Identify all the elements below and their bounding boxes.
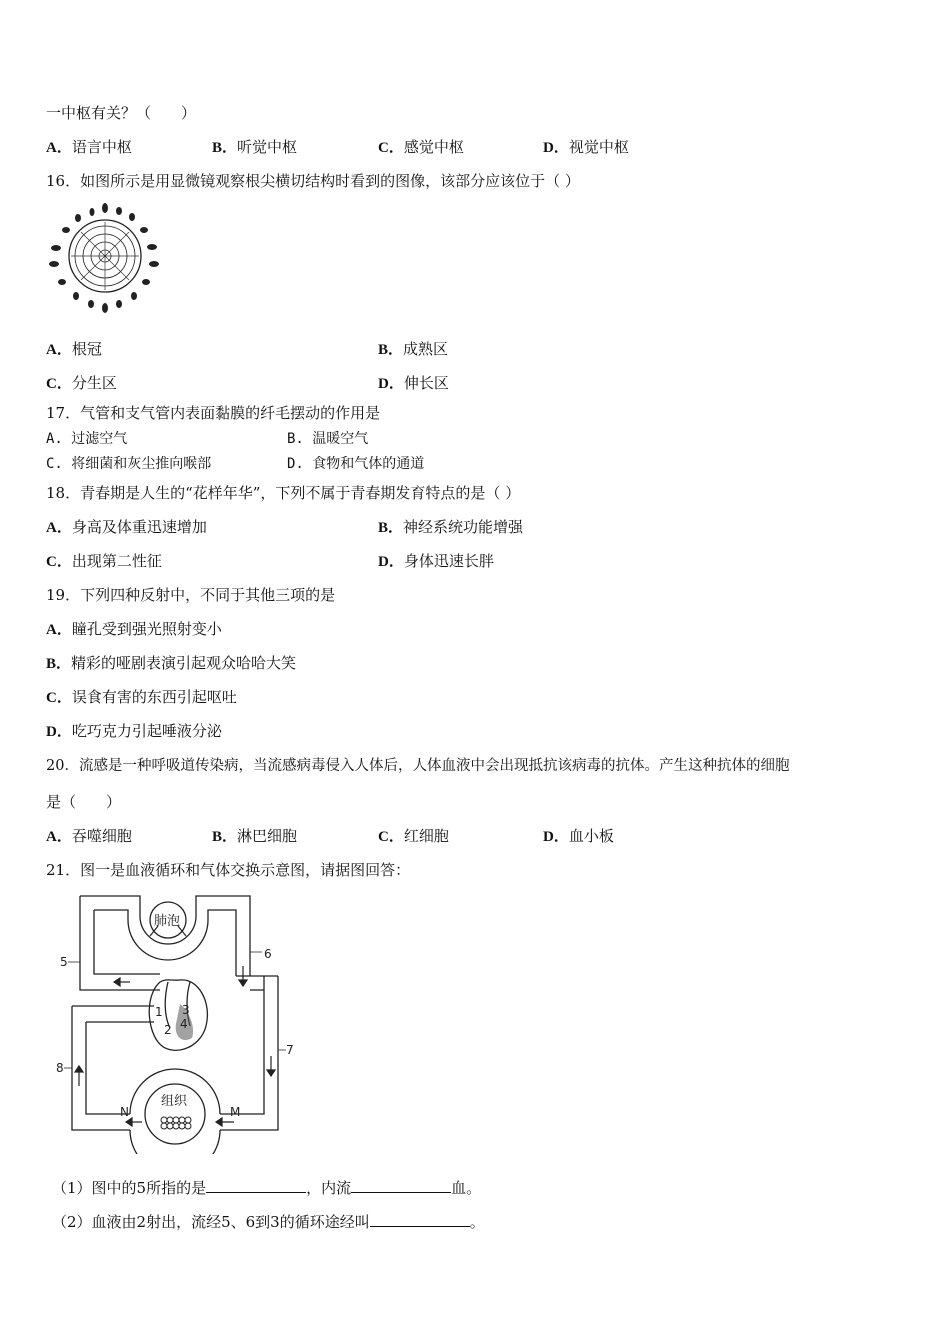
q17-option-b[interactable]: B. 温暖空气 — [287, 431, 369, 447]
q15-option-c[interactable]: C．感觉中枢 — [378, 138, 464, 156]
q19-option-d[interactable]: D．吃巧克力引起唾液分泌 — [46, 722, 222, 740]
q21-sub1: （1）图中的5所指的是 ，内流 血。 — [52, 1179, 482, 1197]
q17-option-d[interactable]: D. 食物和气体的通道 — [287, 456, 425, 472]
circulation-diagram — [50, 886, 300, 1154]
label-5: 5 — [60, 955, 68, 969]
q21-sub2: （2）血液由2射出，流经5、6到3的循环途经叫 。 — [52, 1213, 485, 1231]
q18-option-c[interactable]: C．出现第二性征 — [46, 552, 162, 570]
question-17-stem: 17．气管和支气管内表面黏膜的纤毛摆动的作用是 — [46, 404, 381, 422]
q19-option-a[interactable]: A．瞳孔受到强光照射变小 — [46, 620, 222, 638]
q20-option-b[interactable]: B．淋巴细胞 — [212, 827, 298, 845]
q16-option-b[interactable]: B．成熟区 — [378, 340, 449, 358]
q18-option-b[interactable]: B．神经系统功能增强 — [378, 518, 524, 536]
q17-option-c[interactable]: C. 将细菌和灰尘推向喉部 — [46, 456, 212, 472]
tissue-label: 组织 — [161, 1094, 188, 1109]
root-cross-section-figure — [46, 202, 164, 314]
q17-option-a[interactable]: A. 过滤空气 — [46, 431, 128, 447]
q20-option-d[interactable]: D．血小板 — [543, 827, 614, 845]
label-2: 2 — [164, 1023, 172, 1037]
question-20-stem-line2: 是（ ） — [46, 793, 122, 811]
q15-option-a[interactable]: A．语言中枢 — [46, 138, 132, 156]
q19-option-c[interactable]: C．误食有害的东西引起呕吐 — [46, 688, 237, 706]
label-8: 8 — [56, 1061, 64, 1075]
q18-option-d[interactable]: D．身体迅速长胖 — [378, 552, 494, 570]
q20-option-a[interactable]: A．吞噬细胞 — [46, 827, 132, 845]
q15-option-d[interactable]: D．视觉中枢 — [543, 138, 629, 156]
question-19-stem: 19．下列四种反射中，不同于其他三项的是 — [46, 586, 336, 604]
q16-option-c[interactable]: C．分生区 — [46, 374, 117, 392]
q19-option-b[interactable]: B．精彩的哑剧表演引起观众哈哈大笑 — [46, 654, 297, 672]
q15-option-b[interactable]: B．听觉中枢 — [212, 138, 298, 156]
alveolus-label: 肺泡 — [154, 914, 181, 929]
q21-sub1-blank1[interactable] — [206, 1178, 306, 1193]
label-6: 6 — [264, 947, 272, 961]
q16-option-a[interactable]: A．根冠 — [46, 340, 102, 358]
q16-option-d[interactable]: D．伸长区 — [378, 374, 449, 392]
q20-option-c[interactable]: C．红细胞 — [378, 827, 449, 845]
label-3: 3 — [182, 1003, 190, 1017]
question-15-stem-end: 一中枢有关？（ ） — [46, 104, 197, 122]
question-16-stem: 16．如图所示是用显微镜观察根尖横切结构时看到的图像，该部分应该位于（ ） — [46, 172, 580, 190]
question-20-stem-line1: 20．流感是一种呼吸道传染病，当流感病毒侵入人体后，人体血液中会出现抵抗该病毒的抗体。产生这种抗体的细胞 — [46, 758, 790, 774]
q18-option-a[interactable]: A．身高及体重迅速增加 — [46, 518, 207, 536]
q21-sub2-blank[interactable] — [370, 1212, 470, 1227]
label-m: M — [230, 1105, 241, 1119]
q21-sub1-blank2[interactable] — [351, 1178, 451, 1193]
label-7: 7 — [286, 1043, 294, 1057]
question-21-stem: 21．图一是血液循环和气体交换示意图，请据图回答： — [46, 861, 411, 879]
label-1: 1 — [155, 1005, 163, 1019]
label-4: 4 — [180, 1017, 188, 1031]
question-18-stem: 18．青春期是人生的“花样年华”，下列不属于青春期发育特点的是（ ） — [46, 484, 521, 502]
label-n: N — [120, 1105, 129, 1119]
